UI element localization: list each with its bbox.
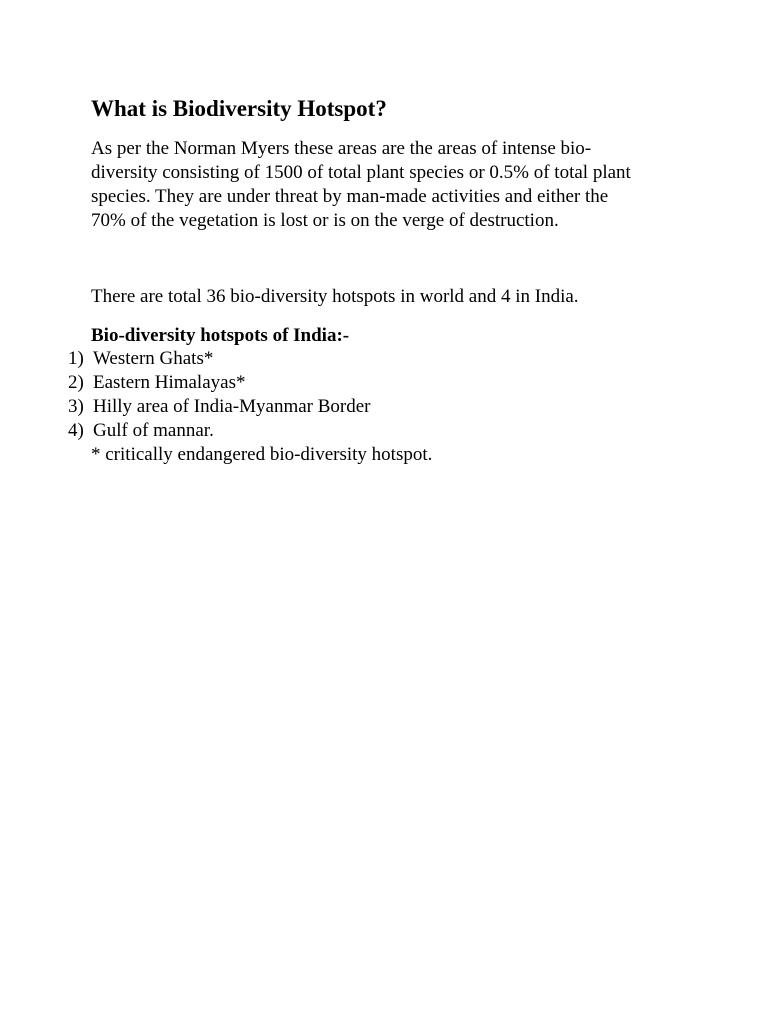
list-item-number: 4) bbox=[68, 420, 84, 441]
list-item-text: Hilly area of India-Myanmar Border bbox=[93, 396, 371, 417]
paragraph-line: species. They are under threat by man-made activities and either the bbox=[91, 186, 609, 207]
hotspot-totals-sentence: There are total 36 bio-diversity hotspots in world and 4 in India. bbox=[91, 286, 579, 307]
list-item-number: 1) bbox=[68, 348, 84, 369]
definition-paragraph bbox=[91, 137, 681, 233]
list-item-text: Gulf of mannar. bbox=[93, 420, 214, 441]
page-title: What is Biodiversity Hotspot? bbox=[91, 96, 387, 121]
paragraph-line: diversity consisting of 1500 of total plant species or 0.5% of total plant bbox=[91, 162, 631, 183]
list-item-number: 3) bbox=[68, 396, 84, 417]
paragraph-line: 70% of the vegetation is lost or is on the verge of destruction. bbox=[91, 210, 559, 231]
paragraph-line: As per the Norman Myers these areas are the areas of intense bio- bbox=[91, 138, 592, 159]
list-item-text: Western Ghats* bbox=[93, 348, 214, 369]
india-hotspots-heading: Bio-diversity hotspots of India:- bbox=[91, 325, 350, 346]
footnote: * critically endangered bio-diversity hotspot. bbox=[91, 444, 433, 465]
list-item-text: Eastern Himalayas* bbox=[93, 372, 246, 393]
list-item-number: 2) bbox=[68, 372, 84, 393]
